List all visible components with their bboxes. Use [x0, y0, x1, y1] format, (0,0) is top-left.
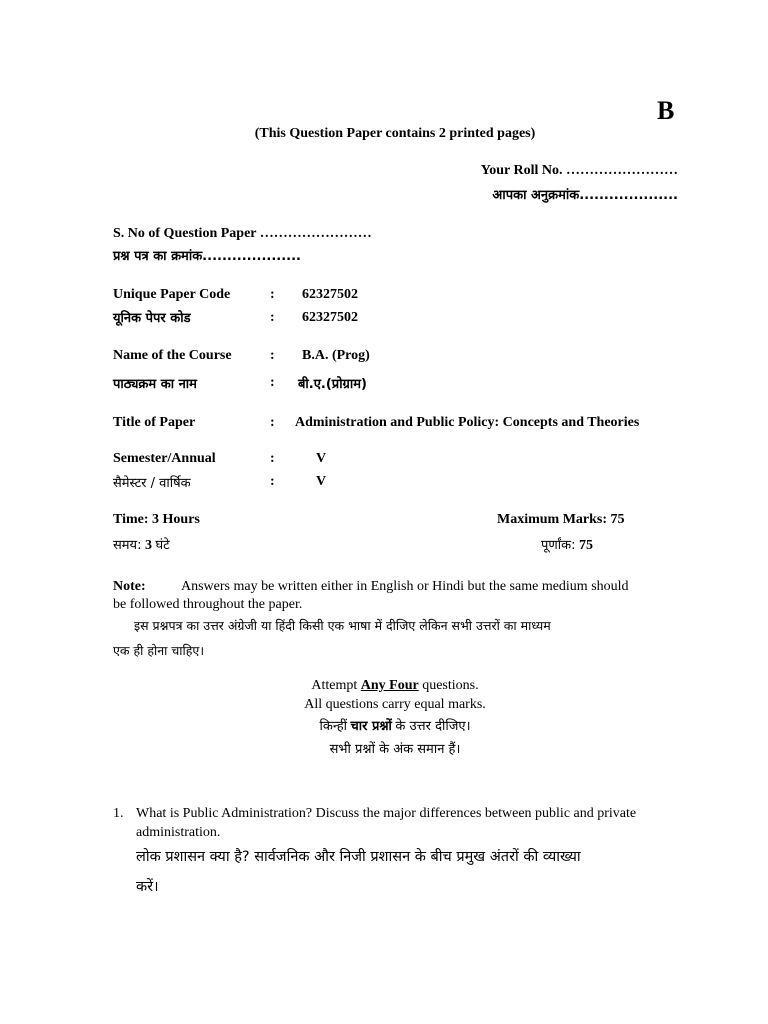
semester-label: Semester/Annual [113, 451, 216, 466]
time-hindi-value: 3 [144, 538, 152, 553]
unique-code-label-hindi: यूनिक पेपर कोड [113, 311, 191, 326]
time-hindi-suffix: घंटे [155, 538, 170, 553]
colon: : [270, 474, 275, 489]
colon: : [270, 348, 275, 363]
attempt-instruction-hindi [0, 716, 768, 735]
colon: : [270, 310, 275, 325]
equal-marks-instruction-hindi: सभी प्रश्नों के अंक समान हैं। [329, 742, 461, 757]
question-hindi-line2: करें। [136, 879, 159, 895]
question-text-line1: What is Public Administration? Discuss the major differences between public and private [136, 806, 637, 821]
course-value: B.A. (Prog) [302, 348, 370, 363]
colon: : [270, 287, 275, 302]
note-label: Note: [113, 579, 146, 594]
course-value-hindi: बी.ए.(प्रोग्राम) [298, 377, 367, 392]
title-value: Administration and Public Policy: Concepts and Theories [295, 415, 640, 430]
max-marks-label: Maximum Marks: 75 [497, 512, 625, 527]
semester-value-hindi: V [316, 474, 327, 489]
unique-code-value-hindi: 62327502 [302, 310, 358, 325]
semester-value: V [316, 451, 327, 466]
marks-hindi-value: 75 [579, 538, 594, 553]
course-label: Name of the Course [113, 348, 232, 363]
roll-no-label: Your Roll No. …………………… [480, 163, 678, 178]
page-count-note: (This Question Paper contains 2 printed pages) [254, 126, 536, 141]
colon: : [270, 415, 275, 430]
note-hindi-line1: इस प्रश्नपत्र का उत्तर अंग्रेजी या हिंदी किसी एक भाषा में दीजिए लेकिन सभी उत्तरों का माध्यम [134, 618, 551, 633]
colon: : [270, 375, 275, 390]
paper-set-letter: B [657, 96, 675, 125]
equal-marks-instruction: All questions carry equal marks. [304, 697, 486, 712]
serial-no-label: S. No of Question Paper …………………… [113, 226, 372, 241]
marks-hindi-prefix: पूर्णांक: [541, 538, 576, 553]
attempt-hindi-prefix: किन्हीं [319, 719, 347, 734]
question-number: 1. [113, 806, 124, 821]
attempt-instruction [0, 678, 768, 694]
attempt-emphasis: Any Four [360, 678, 419, 693]
question-text-line2: administration. [136, 825, 221, 840]
attempt-hindi-suffix: के उत्तर दीजिए। [395, 719, 471, 734]
roll-no-label-hindi: आपका अनुक्रमांक.................... [492, 188, 678, 203]
unique-code-value: 62327502 [302, 287, 358, 302]
attempt-prefix: Attempt [311, 678, 358, 693]
unique-code-label: Unique Paper Code [113, 287, 231, 302]
colon: : [270, 451, 275, 466]
semester-label-hindi: सैमेस्टर / वार्षिक [113, 476, 191, 491]
time-hindi-prefix: समय: [113, 538, 142, 553]
question-hindi-line1: लोक प्रशासन क्या है? सार्वजनिक और निजी प्रशासन के बीच प्रमुख अंतरों की व्याख्या [136, 849, 581, 865]
note-text-line2: be followed throughout the paper. [113, 597, 303, 612]
max-marks-label-hindi [541, 535, 593, 554]
note-text-line1: Answers may be written either in English or Hindi but the same medium should [181, 579, 629, 594]
title-label: Title of Paper [113, 415, 196, 430]
serial-no-label-hindi: प्रश्न पत्र का क्रमांक.................... [113, 249, 301, 264]
time-label: Time: 3 Hours [113, 512, 200, 527]
note-hindi-line2: एक ही होना चाहिए। [113, 643, 205, 658]
course-label-hindi: पाठ्यक्रम का नाम [113, 377, 197, 392]
time-label-hindi [113, 535, 170, 554]
attempt-hindi-emphasis: चार प्रश्नों [350, 719, 392, 734]
attempt-suffix: questions. [422, 678, 479, 693]
